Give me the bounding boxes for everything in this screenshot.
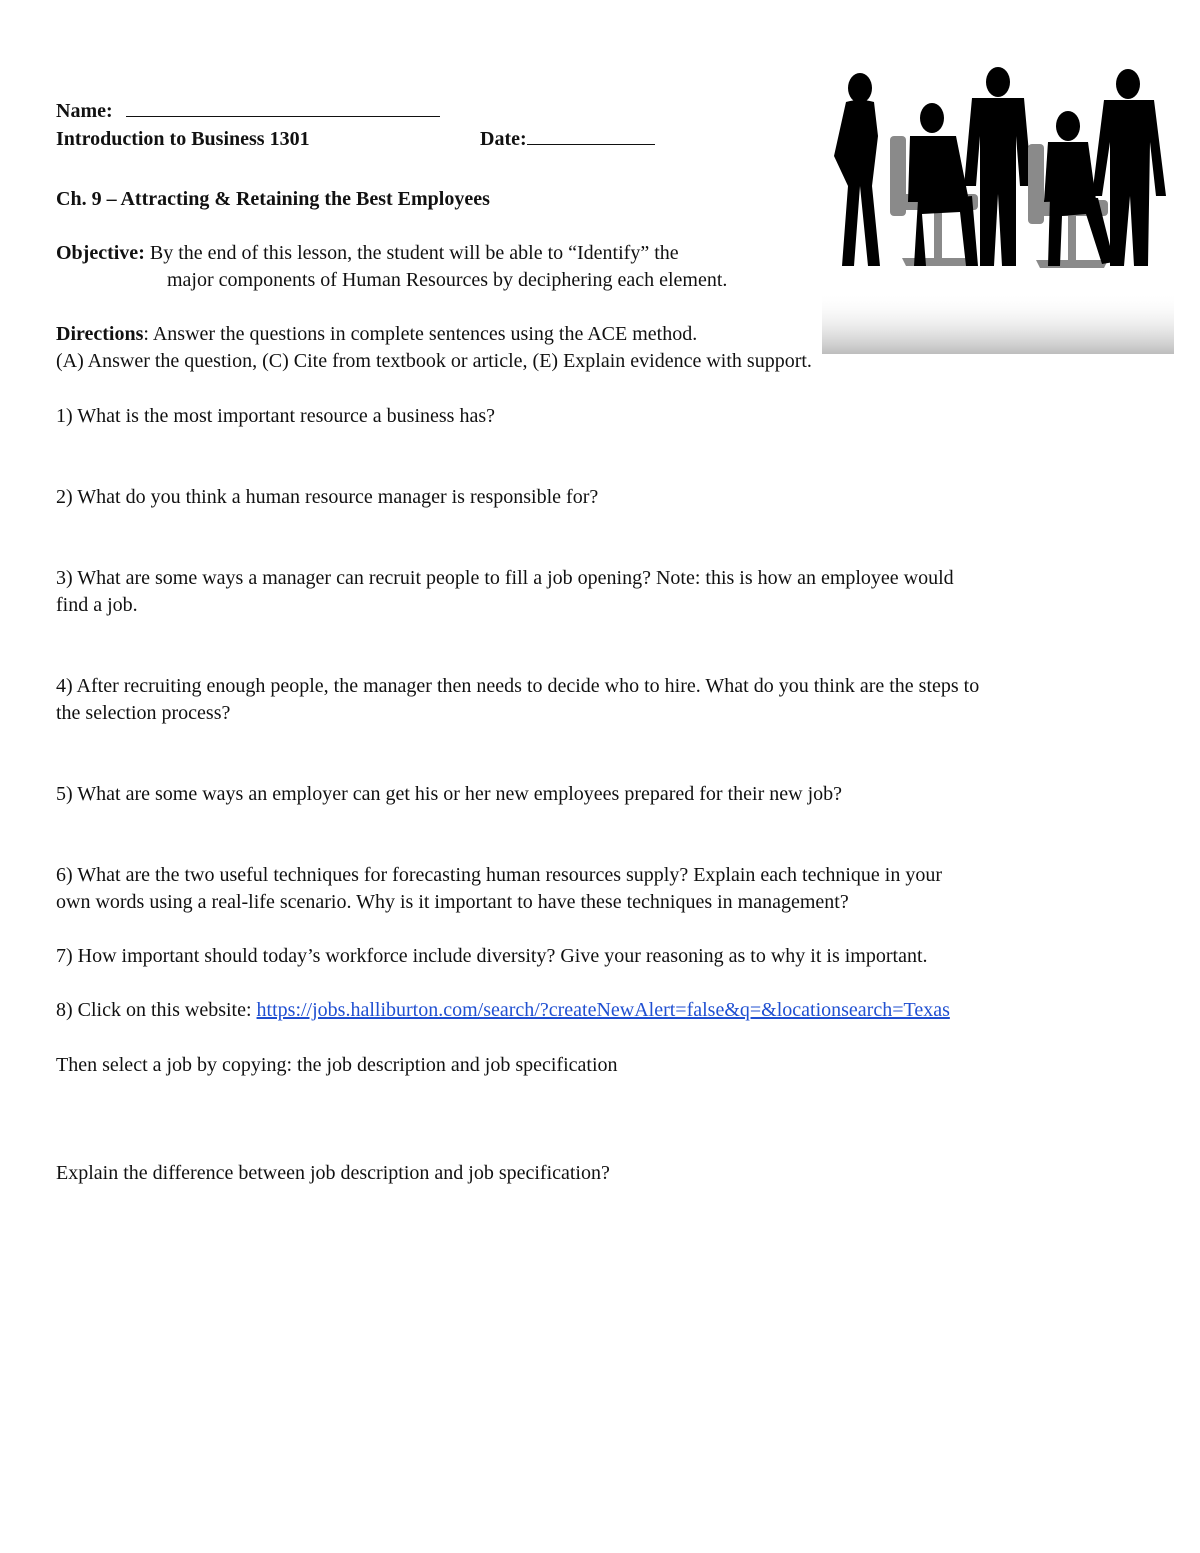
- question-3-line-1: 3) What are some ways a manager can recruit people to fill a job opening? Note: this is how an employee would: [56, 567, 954, 589]
- date-line: [480, 126, 655, 153]
- question-4-line-2: the selection process?: [56, 702, 231, 724]
- question-5: 5) What are some ways an employer can get his or her new employees prepared for their new job?: [56, 783, 842, 805]
- question-8-prefix: 8) Click on this website:: [56, 999, 257, 1021]
- question-6-line-1: 6) What are the two useful techniques for forecasting human resources supply? Explain each technique in your: [56, 864, 942, 886]
- halliburton-jobs-link[interactable]: https://jobs.halliburton.com/search/?createNewAlert=false&q=&locationsearch=Texas: [256, 999, 950, 1021]
- directions-text: : Answer the questions in complete sentences using the ACE method.: [143, 323, 698, 345]
- objective-text-2: major components of Human Resources by deciphering each element.: [167, 269, 728, 291]
- date-blank: [527, 126, 655, 145]
- question-6-line-2: own words using a real-life scenario. Why is it important to have these techniques in management?: [56, 891, 849, 913]
- name-label: Name:: [56, 100, 113, 122]
- objective-label: Objective:: [56, 242, 145, 264]
- question-8-followup: Then select a job by copying: the job description and job specification: [56, 1054, 618, 1076]
- ace-method-line: (A) Answer the question, (C) Cite from textbook or article, (E) Explain evidence with support.: [56, 350, 812, 372]
- question-1: 1) What is the most important resource a business has?: [56, 405, 495, 427]
- business-team-silhouette-image: [822, 66, 1174, 354]
- date-label: Date:: [480, 128, 527, 150]
- directions-label: Directions: [56, 323, 144, 345]
- course-line: [56, 126, 310, 153]
- question-4-line-1: 4) After recruiting enough people, the manager then needs to decide who to hire. What do you think are the steps to: [56, 675, 980, 697]
- objective-line-1: [56, 240, 679, 267]
- directions-line: [56, 321, 697, 348]
- question-3-line-2: find a job.: [56, 594, 138, 616]
- objective-text-1: By the end of this lesson, the student will be able to “Identify” the: [149, 242, 679, 264]
- name-line: [56, 98, 440, 125]
- question-2: 2) What do you think a human resource manager is responsible for?: [56, 486, 599, 508]
- chapter-title: Ch. 9 – Attracting & Retaining the Best Employees: [56, 188, 490, 210]
- name-blank: [126, 98, 440, 117]
- question-8-explain: Explain the difference between job description and job specification?: [56, 1162, 610, 1184]
- course-title: Introduction to Business 1301: [56, 128, 310, 150]
- question-8: [56, 997, 950, 1024]
- question-7: 7) How important should today’s workforce include diversity? Give your reasoning as to why it is important.: [56, 945, 928, 967]
